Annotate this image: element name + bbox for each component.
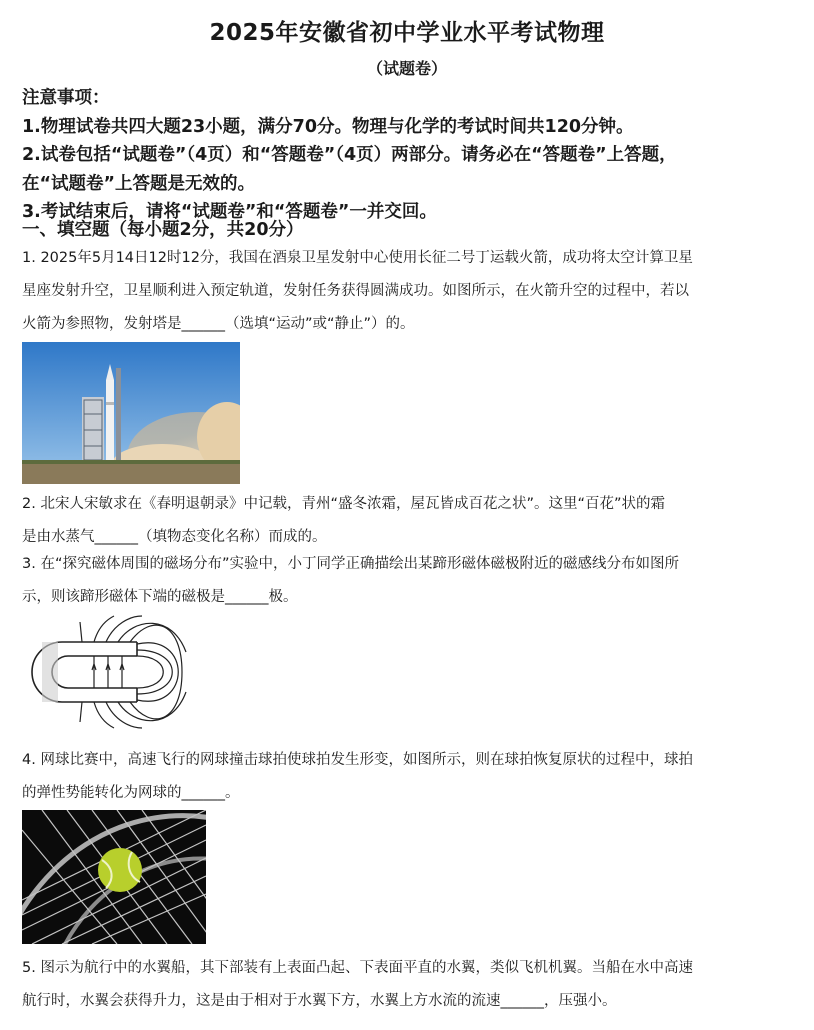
question-line: 的弹性势能转化为网球的______。 <box>22 785 240 801</box>
note-item: 在“试题卷”上答题是无效的。 <box>22 173 256 194</box>
tennis-racket-image <box>22 810 206 944</box>
note-item: 3.考试结束后，请将“试题卷”和“答题卷”一并交回。 <box>22 202 437 222</box>
question-5 <box>22 952 792 1018</box>
notes-block <box>22 84 792 227</box>
note-item: 1.物理试卷共四大题23小题，满分70分。物理与化学的考试时间共120分钟。 <box>22 116 634 137</box>
note-item: 2.试卷包括“试题卷”（4页）和“答题卷”（4页）两部分。请务必在“答题卷”上答题， <box>22 145 677 165</box>
question-line: 示，则该蹄形磁体下端的磁极是______极。 <box>22 589 298 605</box>
question-line: 是由水蒸气______（填物态变化名称）而成的。 <box>22 529 327 545</box>
question-2 <box>22 488 792 554</box>
section-heading: 一、填空题（每小题2分，共20分） <box>22 220 304 240</box>
question-line: 星座发射升空，卫星顺利进入预定轨道，发射任务获得圆满成功。如图所示，在火箭升空的过程中，若以 <box>22 283 689 299</box>
question-line: 4. 网球比赛中，高速飞行的网球撞击球拍使球拍发生形变，如图所示，则在球拍恢复原状的过程中，球拍 <box>22 752 693 768</box>
rocket-launch-image <box>22 342 240 484</box>
question-3 <box>22 548 792 614</box>
question-line: 航行时，水翼会获得升力，这是由于相对于水翼下方，水翼上方水流的流速______，压强小。 <box>22 993 617 1009</box>
question-line: 2. 北宋人宋敏求在《春明退朝录》中记载，青州“盛冬浓霜，屋瓦皆成百花之状”。这里“百花”状的霜 <box>22 496 665 512</box>
question-line: 1. 2025年5月14日12时12分，我国在酒泉卫星发射中心使用长征二号丁运载火箭，成功将太空计算卫星 <box>22 250 693 266</box>
question-line: 火箭为参照物，发射塔是______（选填“运动”或“静止”）的。 <box>22 316 415 332</box>
question-4 <box>22 744 792 810</box>
horseshoe-magnet-diagram <box>22 612 190 732</box>
exam-subtitle: （试题卷） <box>366 59 447 78</box>
exam-title: 2025年安徽省初中学业水平考试物理 <box>209 20 605 46</box>
question-line: 3. 在“探究磁体周围的磁场分布”实验中，小丁同学正确描绘出某蹄形磁体磁极附近的磁感线分布如图所 <box>22 556 679 572</box>
notes-heading: 注意事项： <box>22 88 110 108</box>
question-line: 5. 图示为航行中的水翼船，其下部装有上表面凸起、下表面平直的水翼，类似飞机机翼。当船在水中高速 <box>22 960 693 976</box>
question-1 <box>22 242 792 341</box>
